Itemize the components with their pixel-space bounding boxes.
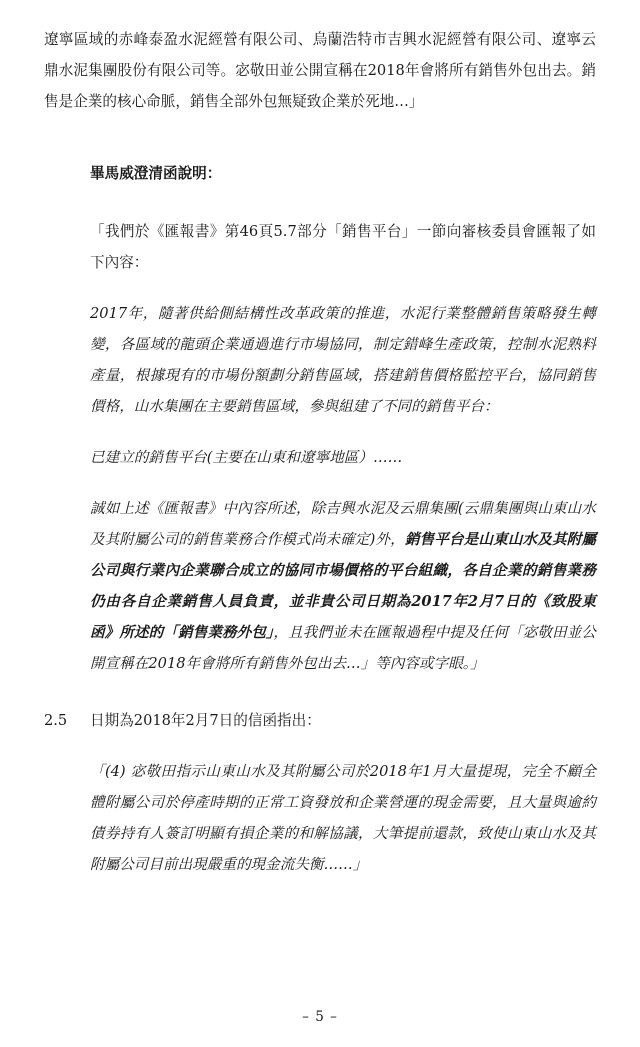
spacer: [44, 203, 596, 216]
kpmg-closing-pre: 誠如上述《匯報書》中內容所述，除吉興水泥及云鼎集團(云鼎集團與山東山水及其附屬公司的銷售業務合作模式尚未確定)外，: [90, 500, 596, 549]
kpmg-closing-post: ，且我們並未在匯報過程中提及任何「宓敬田並公開宣稱在2018年會將所有銷售外包出去…」等內容或字眼。」: [90, 624, 596, 673]
kpmg-quote-paragraph-2: 已建立的銷售平台(主要在山東和遼寧地區）……: [90, 449, 403, 467]
kpmg-closing-bold: 銷售平台是山東山水及其附屬公司與行業內企業聯合成立的協同市場價格的平台組織，各自企業的銷售業務仍由各自企業銷售人員負責，並非貴公司日期為2017年2月7日的《致股東函》所述的「銷售業務外包」: [90, 531, 596, 642]
spacer: [44, 736, 596, 756]
spacer: [44, 117, 596, 143]
kpmg-intro-paragraph: 「我們於《匯報書》第46頁5.7部分「銷售平台」一節向審核委員會匯報了如下內容：: [90, 223, 596, 272]
spacer: [44, 422, 596, 442]
page-footer: – 5 –: [302, 1009, 338, 1025]
kpmg-heading: 畢馬威澄清函說明：: [90, 164, 222, 182]
spacer: [44, 473, 596, 493]
clause-2-5-number: 2.5: [44, 712, 68, 730]
kpmg-quote-paragraph-1: 2017年，隨著供給側結構性改革政策的推進，水泥行業整體銷售策略發生轉變，各區域的龍頭企業通過進行市場協同，制定錯峰生產政策，控制水泥熟料產量，根據現有的市場份額劃分銷售區域，搭建銷售價格監控平台，協同銷售價格，山水集團在主要銷售區域，參與組建了不同的銷售平台：: [90, 305, 596, 416]
clause-2-5: [44, 705, 596, 736]
spacer: [44, 278, 596, 298]
clause-2-5-text: 日期為2018年2月7日的信函指出：: [90, 712, 321, 730]
spacer: [44, 679, 596, 705]
kpmg-closing-paragraph: [90, 493, 596, 679]
clause-2-5-quote: 「(4) 宓敬田指示山東山水及其附屬公司於2018年1月大量提現，完全不顧全體附屬公司於停產時期的正常工資發放和企業營運的現金需要，且大量與逾約債券持有人簽訂明顯有損企業的和解協議，大筆提前還款，致使山東山水及其附屬公司目前出現嚴重的現金流失衡……」: [90, 763, 596, 874]
top-paragraph: 遼寧區域的赤峰泰盈水泥經營有限公司、烏蘭浩特市吉興水泥經營有限公司、遼寧云鼎水泥集團股份有限公司等。宓敬田並公開宣稱在2018年會將所有銷售外包出去。銷售是企業的核心命脈，銷售全部外包無疑致企業於死地…」: [44, 31, 596, 110]
